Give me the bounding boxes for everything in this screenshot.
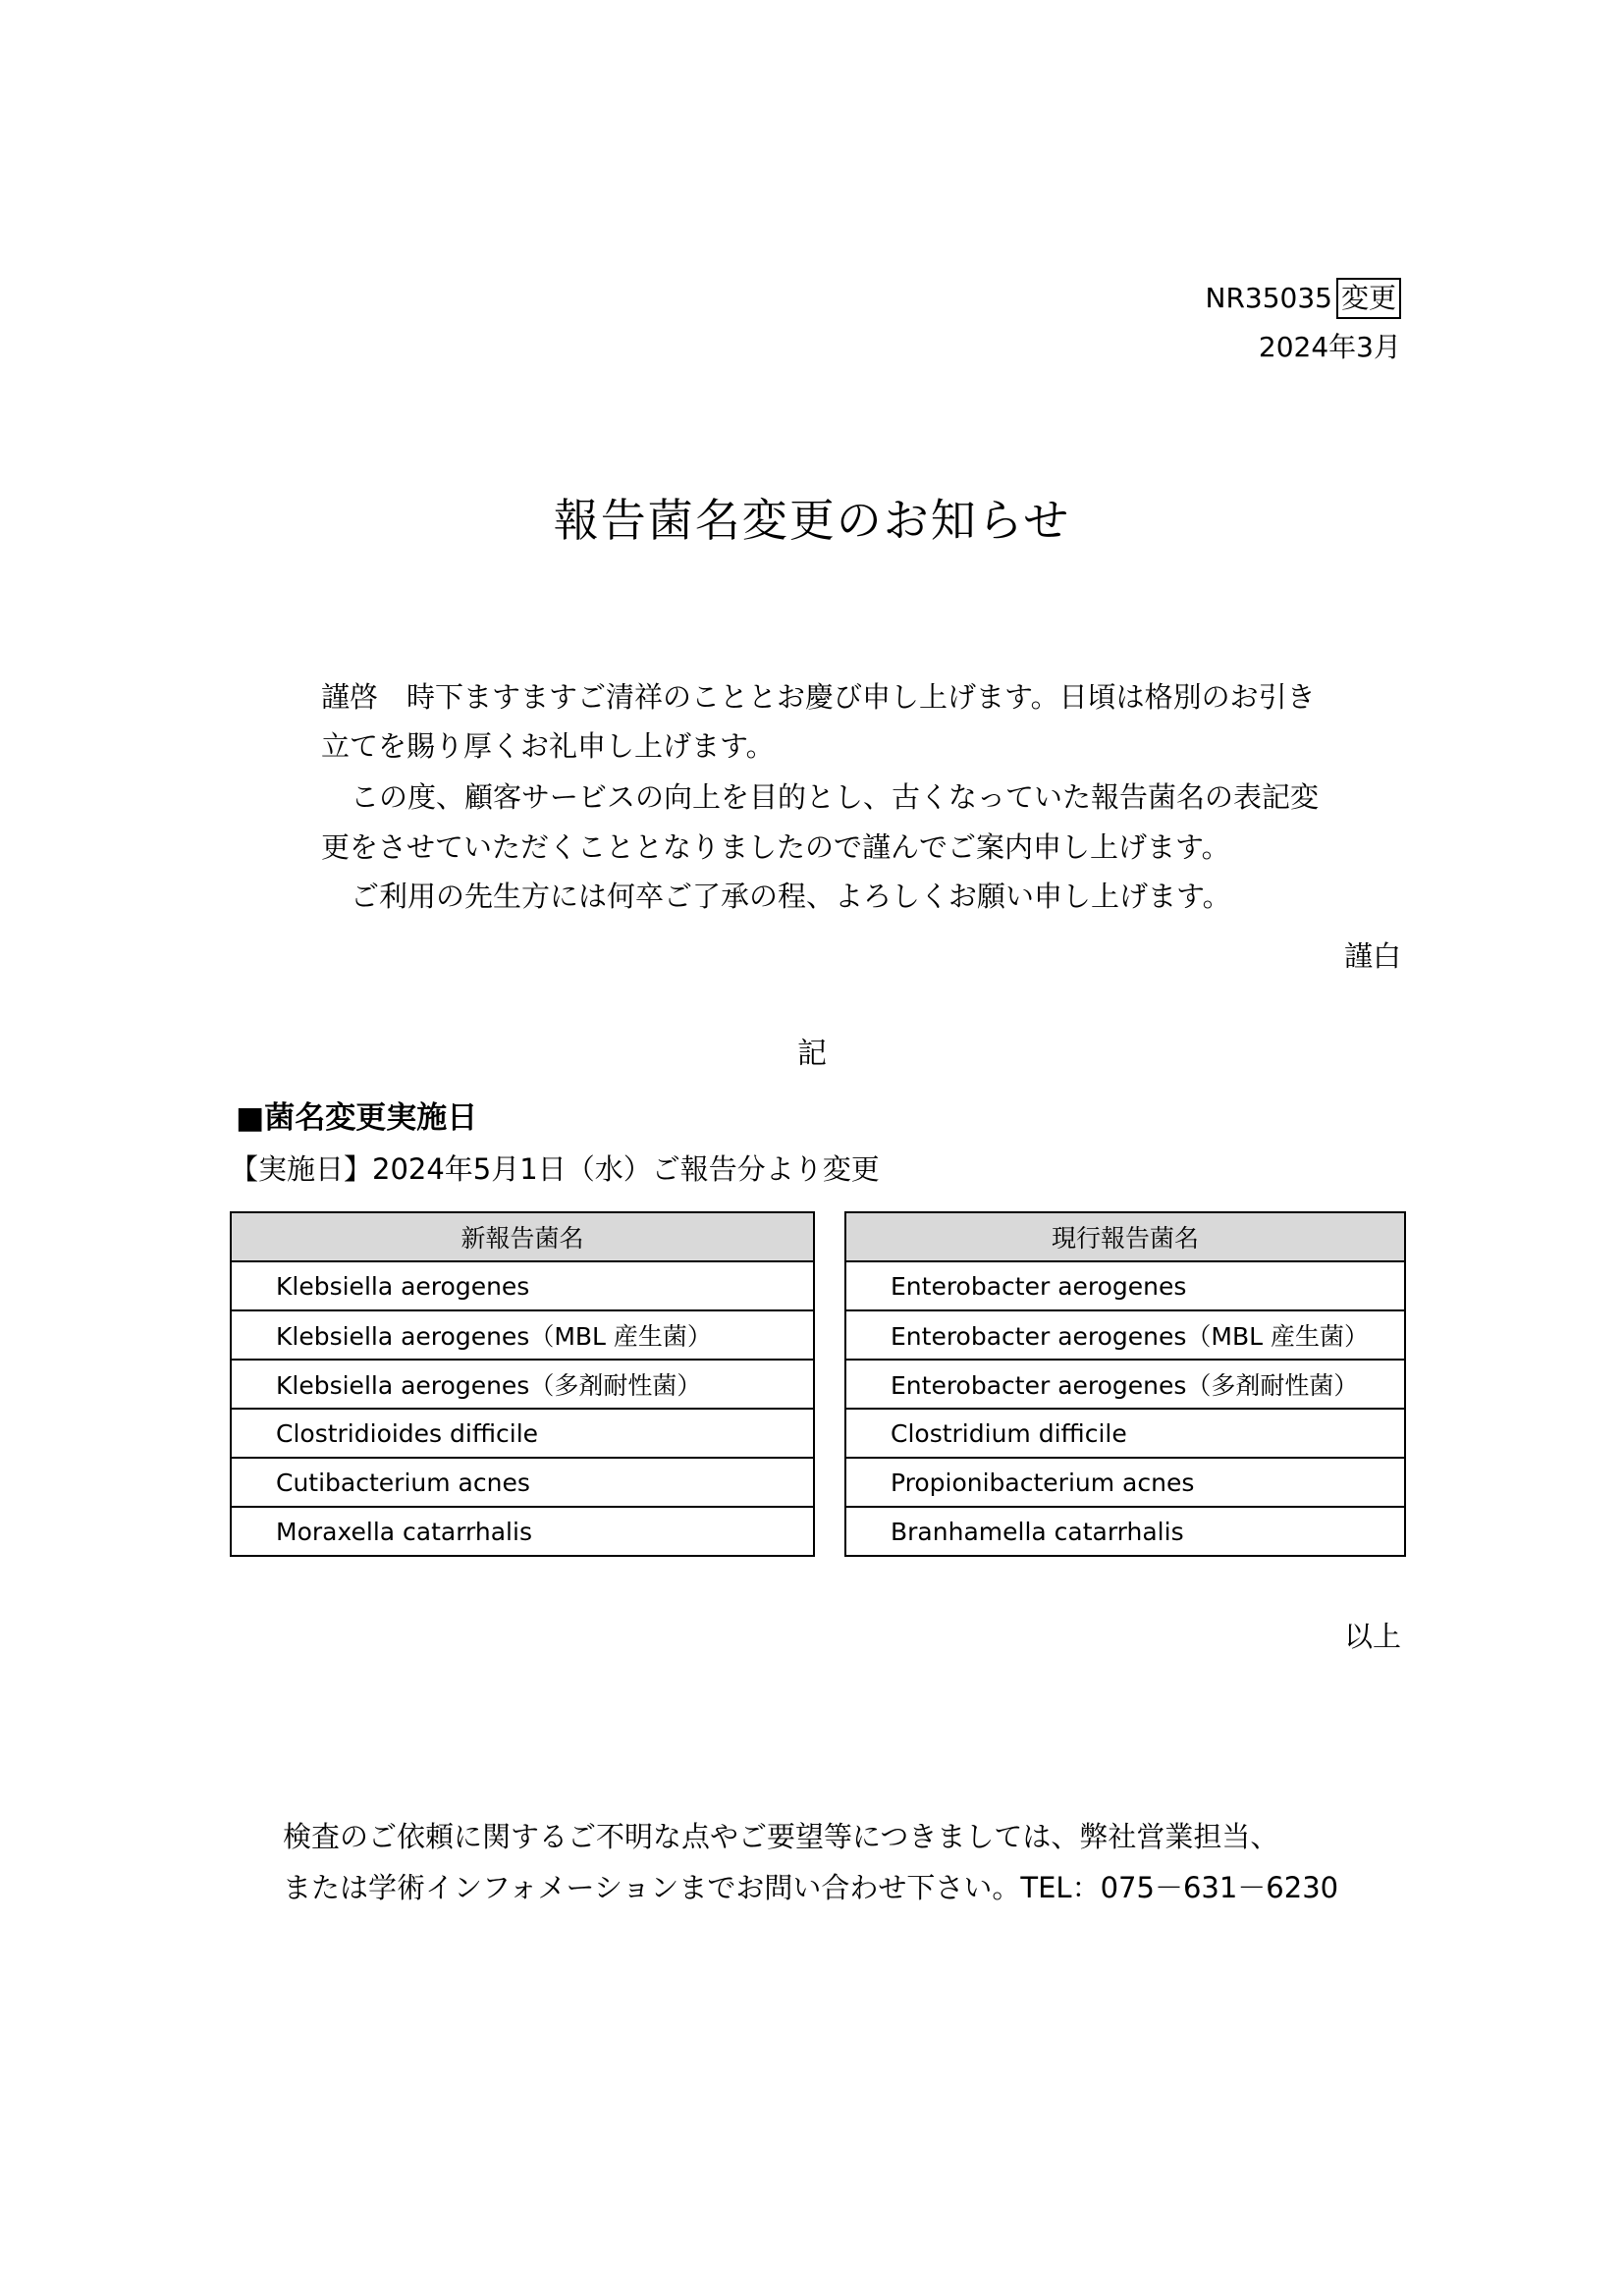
implementation-date: 【実施日】2024年5月1日（水）ご報告分より変更 — [230, 1152, 880, 1186]
contact-footer — [283, 1811, 1338, 1913]
new-name-cell: Clostridioides difficile — [231, 1409, 814, 1458]
table-row — [845, 1310, 1405, 1360]
new-names-header: 新報告菌名 — [231, 1212, 814, 1261]
body-line-5: ご利用の先生方には何卒ご了承の程、よろしくお願い申し上げます。 — [351, 880, 1231, 913]
body-line-1: 謹啓 時下ますますご清祥のこととお慶び申し上げます。日頃は格別のお引き — [321, 680, 1316, 714]
current-names-table — [844, 1211, 1406, 1557]
document-number-text: NR35035 — [1205, 282, 1332, 314]
table-row — [845, 1507, 1405, 1556]
table-row — [231, 1360, 814, 1409]
footer-line-2: または学術インフォメーションまでお問い合わせ下さい。TEL：075－631－6230 — [283, 1871, 1339, 1904]
new-name-cell: Cutibacterium acnes — [231, 1458, 814, 1507]
section-heading: ■菌名変更実施日 — [236, 1100, 478, 1136]
current-name-cell: Enterobacter aerogenes — [845, 1261, 1405, 1310]
document-date: 2024年3月 — [1258, 331, 1401, 363]
change-stamp: 変更 — [1336, 278, 1401, 319]
current-name-cell: Enterobacter aerogenes（多剤耐性菌） — [845, 1360, 1405, 1409]
end-mark: 以上 — [1343, 1620, 1401, 1653]
body-line-3: この度、顧客サービスの向上を目的とし、古くなっていた報告菌名の表記変 — [351, 780, 1320, 814]
new-name-cell: Moraxella catarrhalis — [231, 1507, 814, 1556]
body-line-4: 更をさせていただくこととなりましたので謹んでご案内申し上げます。 — [321, 830, 1230, 864]
table-row — [845, 1360, 1405, 1409]
new-names-table — [230, 1211, 815, 1557]
table-row — [231, 1458, 814, 1507]
new-name-cell: Klebsiella aerogenes — [231, 1261, 814, 1310]
current-names-header: 現行報告菌名 — [845, 1212, 1405, 1261]
table-row — [845, 1261, 1405, 1310]
page-title: 報告菌名変更のお知らせ — [553, 494, 1071, 547]
current-name-cell: Branhamella catarrhalis — [845, 1507, 1405, 1556]
ki-mark: 記 — [797, 1037, 827, 1071]
body-line-2: 立てを賜り厚くお礼申し上げます。 — [321, 729, 775, 763]
table-row — [845, 1409, 1405, 1458]
document-number — [1206, 277, 1402, 320]
table-row — [231, 1310, 814, 1360]
closing-word: 謹白 — [1343, 939, 1401, 973]
current-name-cell: Enterobacter aerogenes（MBL 産生菌） — [845, 1310, 1405, 1360]
table-row — [231, 1261, 814, 1310]
new-name-cell: Klebsiella aerogenes（多剤耐性菌） — [231, 1360, 814, 1409]
footer-line-1: 検査のご依頼に関するご不明な点やご要望等につきましては、弊社営業担当、 — [283, 1820, 1279, 1853]
table-row — [231, 1507, 814, 1556]
current-name-cell: Clostridium difficile — [845, 1409, 1405, 1458]
new-name-cell: Klebsiella aerogenes（MBL 産生菌） — [231, 1310, 814, 1360]
table-row — [231, 1409, 814, 1458]
current-name-cell: Propionibacterium acnes — [845, 1458, 1405, 1507]
table-row — [845, 1458, 1405, 1507]
